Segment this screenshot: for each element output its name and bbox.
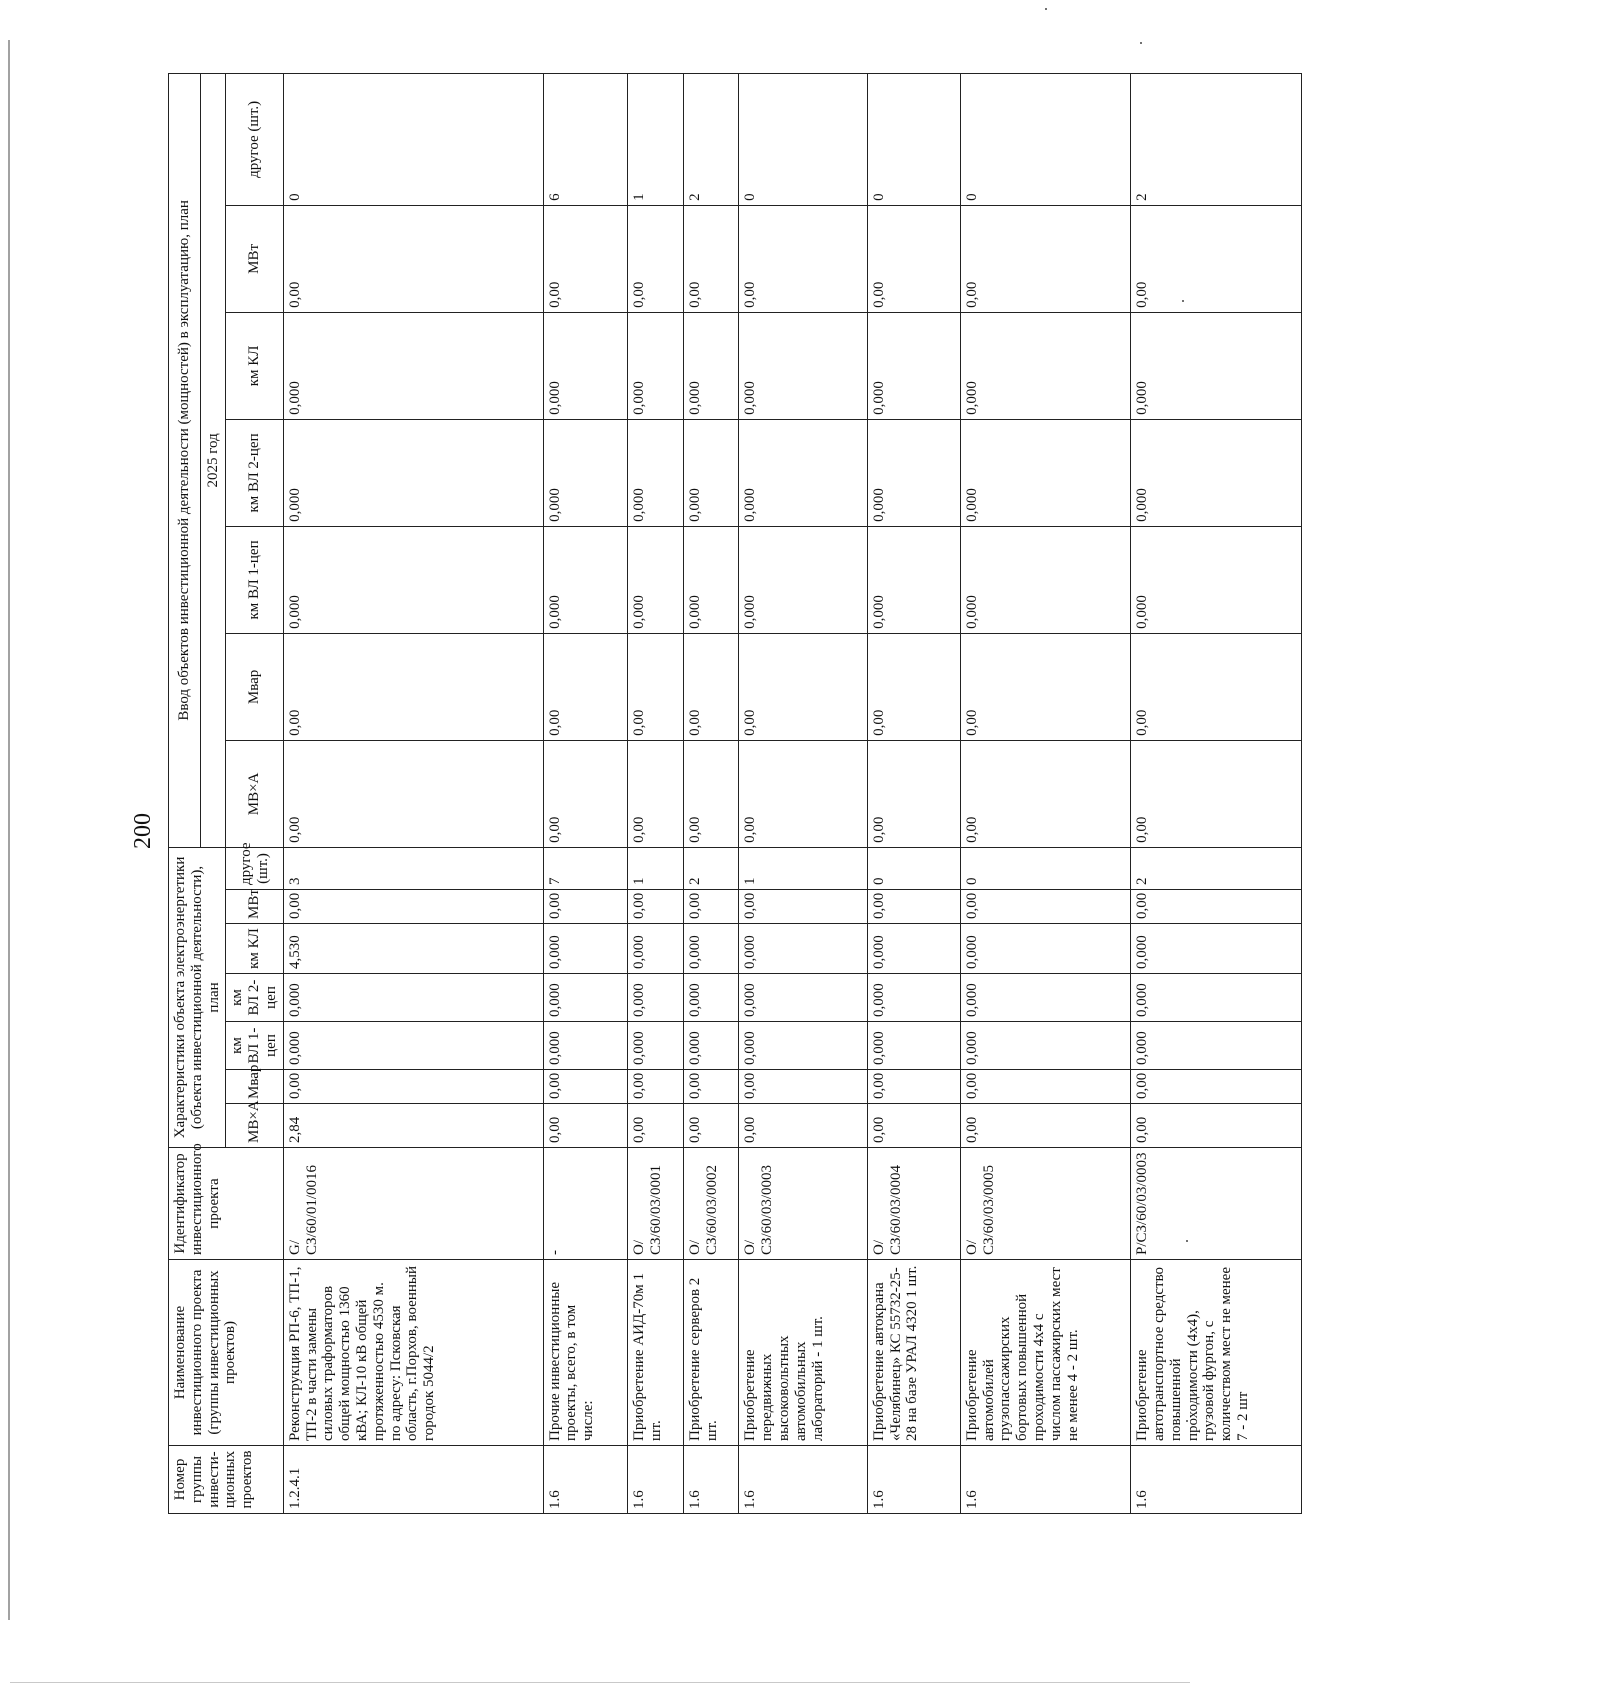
entry-value-cell: 0,00 <box>960 633 1130 740</box>
plan-value-cell: 0,00 <box>683 890 739 924</box>
plan-value-cell: 0,000 <box>960 1022 1130 1070</box>
unit-mva: МВ×А <box>226 1104 283 1148</box>
plan-value-cell: 0,00 <box>867 1070 960 1104</box>
project-name-cell: Приобретение серверов 2 шт. <box>683 1260 739 1446</box>
plan-value-cell: 0,000 <box>628 974 684 1022</box>
plan-value-cell: 4,530 <box>283 924 543 974</box>
plan-value-cell: 0,00 <box>628 890 684 924</box>
entry-value-cell: 0,00 <box>283 205 543 312</box>
entry-value-cell: 0,00 <box>739 740 868 847</box>
plan-value-cell: 0,000 <box>739 1022 868 1070</box>
header-group-number: Номер группы инвести-ционных проектов <box>169 1446 284 1514</box>
plan-value-cell: 0,000 <box>683 1022 739 1070</box>
scan-speck <box>1140 42 1142 44</box>
plan-value-cell: 0,00 <box>867 1104 960 1148</box>
plan-value-cell: 0,00 <box>1131 1104 1301 1148</box>
project-id-cell: O/СЗ/60/03/0005 <box>960 1148 1130 1260</box>
entry-value-cell: 0,000 <box>283 312 543 419</box>
project-name-cell: Приобретение автомобилей грузопассажирских бортовых повышенной проходимости 4х4 с числом пассажирских мест не менее 4 - 2 шт. <box>960 1260 1130 1446</box>
plan-value-cell: 0,00 <box>739 1104 868 1148</box>
entry-value-cell: 0,00 <box>867 633 960 740</box>
group-number-cell: 1.2.4.1 <box>283 1446 543 1514</box>
unit-mva: МВ×А <box>226 740 283 847</box>
plan-value-cell: 0,00 <box>683 1104 739 1148</box>
plan-value-cell: 0,00 <box>683 1070 739 1104</box>
entry-value-cell: 0,00 <box>543 205 628 312</box>
entry-value-cell: 0,00 <box>739 205 868 312</box>
plan-value-cell: 0,00 <box>739 890 868 924</box>
plan-value-cell: 0,000 <box>283 1022 543 1070</box>
plan-value-cell: 0,000 <box>628 924 684 974</box>
unit-mw: МВт <box>226 890 283 924</box>
entry-value-cell: 0,00 <box>960 205 1130 312</box>
entry-value-cell: 0,00 <box>1131 205 1301 312</box>
unit-km-vl1: км ВЛ 1-цеп <box>226 1022 283 1070</box>
group-number-cell: 1.6 <box>543 1446 628 1514</box>
entry-value-cell: 0 <box>283 73 543 205</box>
group-number-cell: 1.6 <box>867 1446 960 1514</box>
plan-value-cell: 0,00 <box>543 1104 628 1148</box>
table-row <box>867 73 960 1513</box>
project-name-cell: Приобретение автотранспортное средство повышенной проходимости (4х4), грузовой фургон, с количеством мест не менее 7 - 2 шт <box>1131 1260 1301 1446</box>
entry-value-cell: 0,000 <box>960 312 1130 419</box>
project-id-cell: O/СЗ/60/03/0004 <box>867 1148 960 1260</box>
table-row <box>683 73 739 1513</box>
entry-value-cell: 0,00 <box>283 633 543 740</box>
header-characteristics: Характеристики объекта электроэнергетики (объекта инвестиционной деятельности), план <box>169 847 226 1147</box>
entry-value-cell: 0,000 <box>543 419 628 526</box>
entry-value-cell: 0,000 <box>283 419 543 526</box>
plan-value-cell: 0,00 <box>543 890 628 924</box>
entry-value-cell: 0,000 <box>683 419 739 526</box>
unit-mvar: Мвар <box>226 633 283 740</box>
entry-value-cell: 0,000 <box>960 526 1130 633</box>
entry-value-cell: 0,00 <box>867 740 960 847</box>
plan-value-cell: 2 <box>1131 847 1301 889</box>
plan-value-cell: 0,000 <box>1131 924 1301 974</box>
unit-other: другое (шт.) <box>226 847 283 889</box>
entry-value-cell: 0,00 <box>628 205 684 312</box>
rotated-table-wrapper <box>168 100 1608 1514</box>
entry-value-cell: 0,000 <box>739 419 868 526</box>
unit-km-kl: км КЛ <box>226 312 283 419</box>
project-id-cell: G/СЗ/60/01/0016 <box>283 1148 543 1260</box>
project-id-cell: - <box>543 1148 628 1260</box>
table-row <box>283 73 543 1513</box>
entry-value-cell: 0,000 <box>960 419 1130 526</box>
plan-value-cell: 7 <box>543 847 628 889</box>
entry-value-cell: 0,000 <box>867 526 960 633</box>
entry-value-cell: 0,00 <box>1131 633 1301 740</box>
entry-value-cell: 0 <box>960 73 1130 205</box>
entry-value-cell: 1 <box>628 73 684 205</box>
plan-value-cell: 0,00 <box>960 890 1130 924</box>
unit-km-vl2: км ВЛ 2-цеп <box>226 974 283 1022</box>
project-name-cell: Приобретение передвижных высоковольтных автомобильных лабораторий - 1 шт. <box>739 1260 868 1446</box>
header-commissioning: Ввод объектов инвестиционной деятельности (мощностей) в эксплуатацию, план <box>169 73 201 847</box>
entry-value-cell: 0,000 <box>867 419 960 526</box>
entry-value-cell: 6 <box>543 73 628 205</box>
entry-value-cell: 0,00 <box>543 633 628 740</box>
entry-value-cell: 0,000 <box>543 526 628 633</box>
plan-value-cell: 0,00 <box>739 1070 868 1104</box>
entry-value-cell: 0,00 <box>1131 740 1301 847</box>
group-number-cell: 1.6 <box>960 1446 1130 1514</box>
table-body <box>283 73 1301 1513</box>
group-number-cell: 1.6 <box>1131 1446 1301 1514</box>
project-id-cell: O/СЗ/60/03/0002 <box>683 1148 739 1260</box>
plan-value-cell: 0,00 <box>628 1104 684 1148</box>
group-number-cell: 1.6 <box>683 1446 739 1514</box>
entry-value-cell: 0,000 <box>739 312 868 419</box>
header-year: 2025 год <box>201 73 226 847</box>
page-number: 200 <box>130 813 156 849</box>
table-row <box>739 73 868 1513</box>
plan-value-cell: 1 <box>739 847 868 889</box>
entry-value-cell: 0,000 <box>1131 312 1301 419</box>
plan-value-cell: 0,00 <box>867 890 960 924</box>
group-number-cell: 1.6 <box>739 1446 868 1514</box>
plan-value-cell: 0,000 <box>867 974 960 1022</box>
plan-value-cell: 0,000 <box>543 924 628 974</box>
entry-value-cell: 0,000 <box>1131 419 1301 526</box>
entry-value-cell: 0,000 <box>739 526 868 633</box>
plan-value-cell: 0,00 <box>543 1070 628 1104</box>
entry-value-cell: 0,00 <box>543 740 628 847</box>
plan-value-cell: 3 <box>283 847 543 889</box>
entry-value-cell: 0,000 <box>628 526 684 633</box>
table-row <box>1131 73 1301 1513</box>
plan-value-cell: 0,000 <box>867 924 960 974</box>
entry-value-cell: 0,000 <box>867 312 960 419</box>
entry-value-cell: 0,000 <box>683 312 739 419</box>
entry-value-cell: 0,00 <box>683 205 739 312</box>
entry-value-cell: 0,000 <box>628 312 684 419</box>
plan-value-cell: 0,000 <box>543 1022 628 1070</box>
project-name-cell: Приобретение АИД-70м 1 шт. <box>628 1260 684 1446</box>
plan-value-cell: 0,000 <box>543 974 628 1022</box>
plan-value-cell: 0,00 <box>628 1070 684 1104</box>
unit-km-kl: км КЛ <box>226 924 283 974</box>
unit-km-vl1: км ВЛ 1-цеп <box>226 526 283 633</box>
entry-value-cell: 0,00 <box>739 633 868 740</box>
plan-value-cell: 0,00 <box>283 890 543 924</box>
plan-value-cell: 0,000 <box>960 974 1130 1022</box>
entry-value-cell: 0,000 <box>543 312 628 419</box>
plan-value-cell: 0,000 <box>683 974 739 1022</box>
project-id-cell: O/СЗ/60/03/0003 <box>739 1148 868 1260</box>
plan-value-cell: 0,00 <box>960 1104 1130 1148</box>
plan-value-cell: 0,00 <box>283 1070 543 1104</box>
project-id-cell: O/СЗ/60/03/0001 <box>628 1148 684 1260</box>
plan-value-cell: 0,000 <box>283 974 543 1022</box>
unit-mw: МВт <box>226 205 283 312</box>
scan-edge <box>10 1682 1190 1683</box>
table-row <box>543 73 628 1513</box>
header-project-name: Наименование инвестиционного проекта (группы инвестиционных проектов) <box>169 1260 284 1446</box>
entry-value-cell: 0,00 <box>683 740 739 847</box>
investment-table <box>168 73 1302 1514</box>
plan-value-cell: 0,000 <box>1131 1022 1301 1070</box>
scan-edge <box>8 40 10 1620</box>
header-project-id: Идентификатор инвестиционного проекта <box>169 1148 284 1260</box>
project-name-cell: Приобретение автокрана «Челябинец» КС 55732-25-28 на базе УРАЛ 4320 1 шт. <box>867 1260 960 1446</box>
entry-value-cell: 0,00 <box>283 740 543 847</box>
unit-km-vl2: км ВЛ 2-цеп <box>226 419 283 526</box>
entry-value-cell: 0 <box>867 73 960 205</box>
scan-speck <box>1045 8 1047 10</box>
entry-value-cell: 0,000 <box>283 526 543 633</box>
entry-value-cell: 0,000 <box>628 419 684 526</box>
plan-value-cell: 0,00 <box>1131 890 1301 924</box>
plan-value-cell: 0,00 <box>1131 1070 1301 1104</box>
plan-value-cell: 2 <box>683 847 739 889</box>
entry-value-cell: 2 <box>1131 73 1301 205</box>
project-id-cell: P/СЗ/60/03/0003 <box>1131 1148 1301 1260</box>
group-number-cell: 1.6 <box>628 1446 684 1514</box>
plan-value-cell: 0,000 <box>1131 974 1301 1022</box>
plan-value-cell: 0,000 <box>628 1022 684 1070</box>
entry-value-cell: 0,00 <box>628 740 684 847</box>
entry-value-cell: 0,00 <box>960 740 1130 847</box>
plan-value-cell: 2,84 <box>283 1104 543 1148</box>
entry-value-cell: 0,00 <box>628 633 684 740</box>
plan-value-cell: 0,000 <box>739 924 868 974</box>
plan-value-cell: 0,000 <box>683 924 739 974</box>
table-row <box>628 73 684 1513</box>
unit-other: другое (шт.) <box>226 73 283 205</box>
entry-value-cell: 0,000 <box>683 526 739 633</box>
plan-value-cell: 1 <box>628 847 684 889</box>
plan-value-cell: 0,000 <box>867 1022 960 1070</box>
plan-value-cell: 0,000 <box>739 974 868 1022</box>
entry-value-cell: 0,00 <box>683 633 739 740</box>
entry-value-cell: 0,00 <box>867 205 960 312</box>
plan-value-cell: 0,00 <box>960 1070 1130 1104</box>
project-name-cell: Прочие инвестиционные проекты, всего, в том числе: <box>543 1260 628 1446</box>
table-row <box>960 73 1130 1513</box>
entry-value-cell: 0 <box>739 73 868 205</box>
plan-value-cell: 0,000 <box>960 924 1130 974</box>
project-name-cell: Реконструкция РП-6, ТП-1, ТП-2 в части замены силовых траформаторов общей мощностью 1360 кВА; КЛ-10 кВ общей протяженностью 4530 м. по адресу: Псковская область, г.Порхов, военный городок 5044/2 <box>283 1260 543 1446</box>
unit-mvar: Мвар <box>226 1070 283 1104</box>
entry-value-cell: 2 <box>683 73 739 205</box>
plan-value-cell: 0 <box>960 847 1130 889</box>
entry-value-cell: 0,000 <box>1131 526 1301 633</box>
plan-value-cell: 0 <box>867 847 960 889</box>
